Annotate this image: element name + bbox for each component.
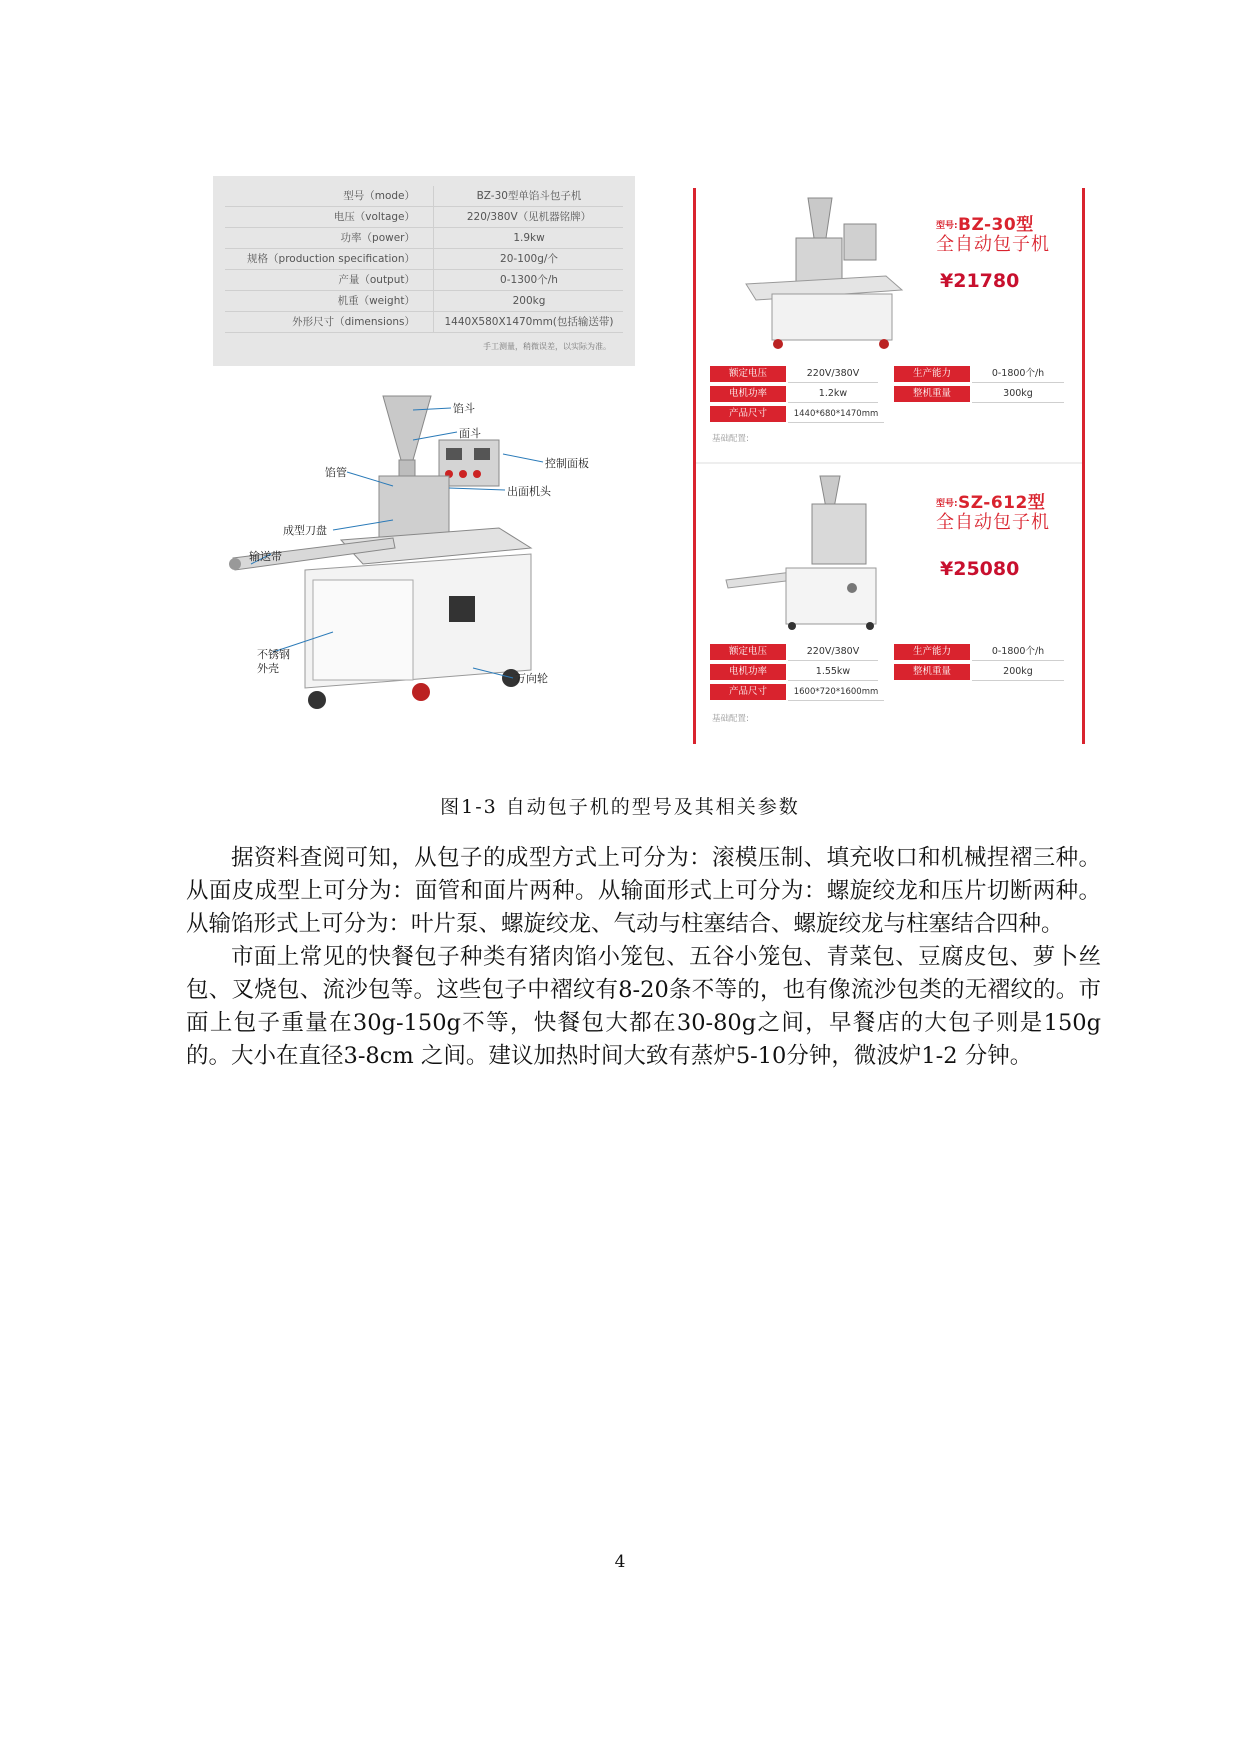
product-panel [693,188,1085,744]
spec-label: 生产能力 [894,644,970,660]
spec-label: 整机重量 [894,664,970,680]
label-control-panel: 控制面板 [545,457,589,470]
label-hopper: 馅斗 [453,402,475,415]
machine-photo [716,472,926,632]
product-subtitle: 全自动包子机 [936,234,1050,255]
spec-key: 功率（power） [340,232,415,244]
spec-value: 300kg [972,386,1064,403]
spec-value: 200kg [433,291,624,311]
spec-label: 电机功率 [710,386,786,402]
paragraph: 市面上常见的快餐包子种类有猪肉馅小笼包、五谷小笼包、青菜包、豆腐皮包、萝卜丝包、叉烧包、流沙包等。这些包子中褶纹有8-20条不等的，也有像流沙包类的无褶纹的。市面上包子重量在30g-150g不等，快餐包大都在30-80g之间，早餐店的大包子则是150g的。大小在直径3-8cm 之间。建议加热时间大致有蒸炉5-10分钟，微波炉1-2 分钟。 [186,944,1101,1069]
product-subtitle: 全自动包子机 [936,512,1050,533]
model-prefix: 型号: [936,499,958,509]
spec-value: 220V/380V [788,644,878,661]
spec-label: 电机功率 [710,664,786,680]
spec-value: 1.2kw [788,386,878,403]
spec-label: 额定电压 [710,366,786,382]
label-stainless-shell-2: 外壳 [257,662,279,675]
spec-label: 产品尺寸 [710,406,786,422]
spec-key: 电压（voltage） [333,211,415,223]
product-price: ¥21780 [940,270,1020,292]
product-card-sz612 [696,472,1082,740]
spec-key: 外形尺寸（dimensions） [292,316,415,328]
body-text [186,842,1101,1073]
label-dough-hopper: 面斗 [459,427,481,440]
spec-key: 规格（production specification） [247,253,415,265]
label-forming-disc: 成型刀盘 [283,524,327,537]
spec-value: 0-1300个/h [433,270,624,290]
spec-row [225,249,623,270]
spec-value: 20-100g/个 [433,249,624,269]
spec-row [225,312,623,333]
page-number: 4 [614,1552,626,1572]
spec-value: 1440X580X1470mm(包括输送带) [433,312,624,332]
machine-diagram [213,370,635,730]
spec-label: 生产能力 [894,366,970,382]
spec-label: 额定电压 [710,644,786,660]
label-stainless-shell: 不锈钢 [257,648,290,661]
spec-value: 220V/380V [788,366,878,383]
spec-row [225,270,623,291]
spec-key: 机重（weight） [337,295,415,307]
spec-value: 1.55kw [788,664,878,681]
model-prefix: 型号: [936,221,958,231]
label-filling-tube: 馅管 [325,466,347,479]
spec-row [225,186,623,207]
spec-key: 产量（output） [338,274,415,286]
figure-caption: 图1-3 自动包子机的型号及其相关参数 [440,796,800,818]
spec-label: 整机重量 [894,386,970,402]
spec-value: 0-1800个/h [972,366,1064,383]
product-card-bz30 [696,188,1082,456]
config-label: 基础配置: [712,434,749,444]
spec-row [225,291,623,312]
product-price: ¥25080 [940,558,1020,580]
model-name: SZ-612型 [958,493,1046,513]
spec-row [225,228,623,249]
spec-key: 型号（mode） [343,190,415,202]
machine-photo [716,194,926,354]
panel-divider [696,462,1082,464]
spec-table [213,176,635,366]
label-dough-head: 出面机头 [507,485,551,498]
label-conveyor: 输送带 [249,550,282,563]
paragraph: 据资料查阅可知，从包子的成型方式上可分为：滚模压制、填充收口和机械捏褶三种。从面皮成型上可分为：面管和面片两种。从输面形式上可分为：螺旋绞龙和压片切断两种。从输馅形式上可分为：叶片泵、螺旋绞龙、气动与柱塞结合、螺旋绞龙与柱塞结合四种。 [186,845,1101,937]
spec-row [225,207,623,228]
spec-value: 1440*680*1470mm [788,406,884,423]
spec-value: 1600*720*1600mm [788,684,884,701]
spec-value: 220/380V（见机器铭牌） [433,207,624,227]
config-label: 基础配置: [712,714,749,724]
model-name: BZ-30型 [958,215,1034,235]
spec-value: BZ-30型单馅斗包子机 [433,186,624,206]
spec-note: 手工测量，稍微误差，以实际为准。 [483,342,611,351]
label-caster: 万向轮 [515,672,548,685]
spec-label: 产品尺寸 [710,684,786,700]
spec-value: 1.9kw [433,228,624,248]
spec-value: 200kg [972,664,1064,681]
spec-value: 0-1800个/h [972,644,1064,661]
